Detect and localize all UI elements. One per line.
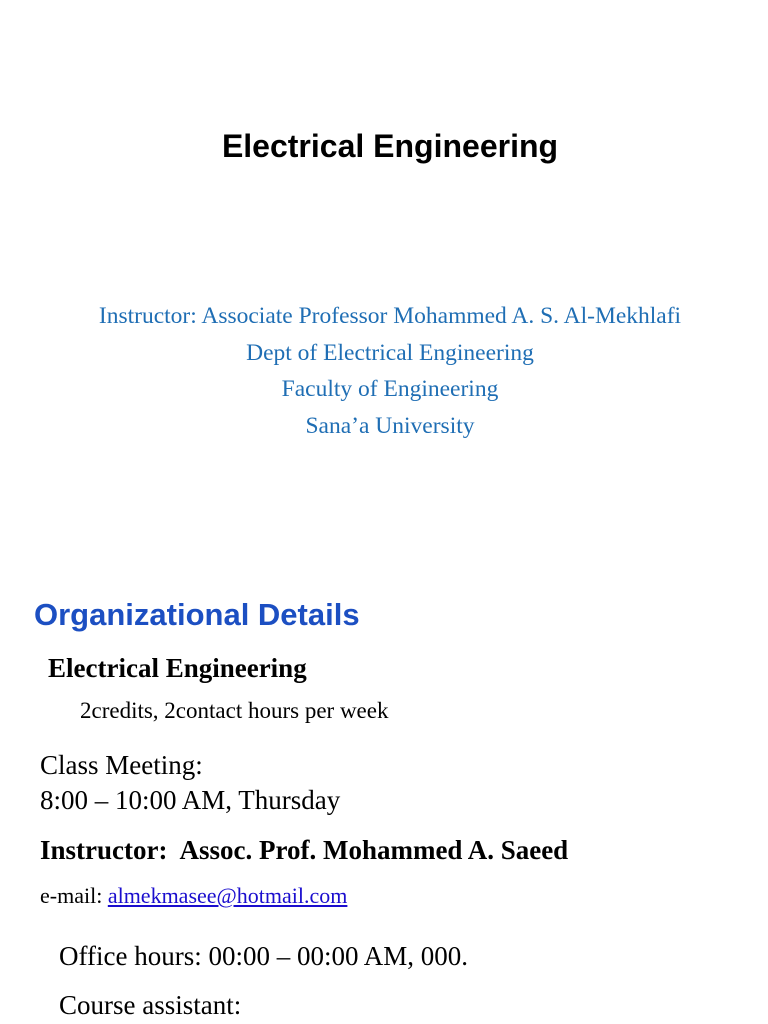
office-hours: Office hours: 00:00 – 00:00 AM, 000. xyxy=(59,941,468,971)
email-line xyxy=(40,883,347,909)
course-credits: 2credits, 2contact hours per week xyxy=(80,698,389,723)
email-link[interactable]: almekmasee@hotmail.com xyxy=(107,883,348,908)
university-line: Sana’a University xyxy=(305,413,475,440)
section-heading: Organizational Details xyxy=(34,597,360,632)
course-name: Electrical Engineering xyxy=(48,653,307,683)
course-assistant-label: Course assistant: xyxy=(59,990,242,1020)
department-line: Dept of Electrical Engineering xyxy=(246,339,534,366)
faculty-line: Faculty of Engineering xyxy=(281,376,499,403)
instructor-name-line: Instructor: Associate Professor Mohammed A. S. Al-Mekhlafi xyxy=(98,303,682,329)
slide-title: Electrical Engineering xyxy=(221,128,559,164)
instructor-line: Instructor: Assoc. Prof. Mohammed A. Saeed xyxy=(40,835,569,865)
instructor-info-block xyxy=(0,298,768,445)
class-meeting-label: Class Meeting: xyxy=(40,750,203,780)
class-meeting-time: 8:00 – 10:00 AM, Thursday xyxy=(40,785,341,815)
email-label: e-mail: xyxy=(40,883,108,908)
